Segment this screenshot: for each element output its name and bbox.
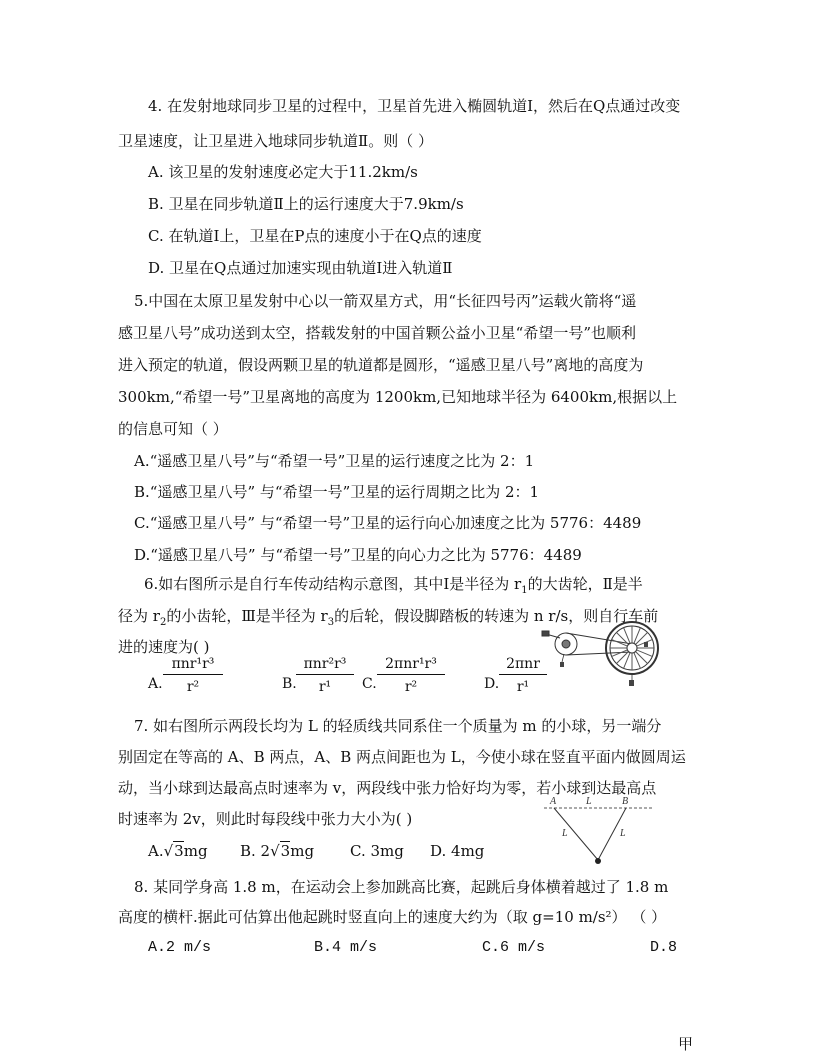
q7-stem-line1: 7. 如右图所示两段长均为 L 的轻质线共同系住一个质量为 m 的小球，另一端分 xyxy=(134,717,662,735)
q7-option-d: D. 4mg xyxy=(430,842,485,860)
gear-marker-1 xyxy=(560,662,564,667)
q4-stem-line2: 卫星速度，让卫星进入地球同步轨道Ⅱ。则（ ） xyxy=(118,132,433,150)
q6-stem-line2: 径为 $r_2$的小齿轮，Ⅲ是半径为 $r_3$的后轮，假设脚踏板的转速为 n r/s，则自行车前 xyxy=(118,607,659,628)
q6-option-a-denominator: r² xyxy=(186,679,200,695)
q6-option-d-numerator: 2πnr xyxy=(499,656,547,675)
string-left xyxy=(554,808,598,860)
q8-option-c: C.6 m/s xyxy=(482,939,546,956)
q6-option-b-fraction xyxy=(296,656,354,695)
q6-option-d-denominator: r¹ xyxy=(516,679,530,695)
length-label-left: L xyxy=(562,828,568,839)
point-b-label: B xyxy=(622,796,629,807)
q6-stem-line3: 进的速度为( ) xyxy=(118,638,210,656)
q4-option-c: C. 在轨道Ⅰ上，卫星在P点的速度小于在Q点的速度 xyxy=(148,227,482,245)
q6-option-a-numerator: πnr¹r³ xyxy=(163,656,223,675)
q5-option-b: B.“遥感卫星八号” 与“希望一号”卫星的运行周期之比为 2：1 xyxy=(134,483,540,501)
q6-option-d-label: D. xyxy=(484,676,500,692)
q8-option-a: A.2 m/s xyxy=(148,939,212,956)
q6-option-c-numerator: 2πnr¹r³ xyxy=(377,656,445,675)
pendulum-string-figure xyxy=(540,790,660,868)
pedal-icon xyxy=(542,631,549,636)
q6-option-a-fraction xyxy=(163,656,223,695)
point-a-label: A xyxy=(550,796,557,807)
q4-stem-line1: 4. 在发射地球同步卫星的过程中，卫星首先进入椭圆轨道Ⅰ，然后在Q点通过改变 xyxy=(148,97,681,115)
q4-option-b: B. 卫星在同步轨道Ⅱ上的运行速度大于7.9km/s xyxy=(148,195,464,213)
gear-marker-3 xyxy=(629,680,634,686)
q6-option-b-denominator: r¹ xyxy=(318,679,332,695)
q5-option-d: D.“遥感卫星八号” 与“希望一号”卫星的向心力之比为 5776：4489 xyxy=(134,546,582,564)
q8-stem-line1: 8. 某同学身高 1.8 m，在运动会上参加跳高比赛，起跳后身体横着越过了 1.8 m xyxy=(134,878,669,896)
gear-marker-2 xyxy=(644,642,648,647)
q5-stem-line1: 5.中国在太原卫星发射中心以一箭双星方式，用“长征四号丙”运载火箭将“遥 xyxy=(134,292,637,310)
q4-option-a: A. 该卫星的发射速度必定大于11.2km/s xyxy=(148,163,418,181)
q5-stem-line3: 进入预定的轨道，假设两颗卫星的轨道都是圆形，“遥感卫星八号”离地的高度为 xyxy=(118,356,644,374)
q6-option-c-denominator: r² xyxy=(404,679,418,695)
length-label-top: L xyxy=(586,796,592,807)
q6-option-a-label: A. xyxy=(148,676,163,692)
q8-stem-line2: 高度的横杆.据此可估算出他起跳时竖直向上的速度大约为（取 g=10 m/s²） （ ） xyxy=(118,908,667,926)
q5-stem-line4: 300km,“希望一号”卫星离地的高度为 1200km,已知地球半径为 6400km,根据以上 xyxy=(118,388,678,406)
q6-option-c-fraction xyxy=(377,656,445,695)
q4-option-d: D. 卫星在Q点通过加速实现由轨道Ⅰ进入轨道Ⅱ xyxy=(148,259,453,277)
q7-option-a: A.√3mg xyxy=(148,842,208,860)
q7-stem-line2: 别固定在等高的 A、B 两点，A、B 两点间距也为 L，今使小球在竖直平面内做圆周运 xyxy=(118,748,686,766)
q8-option-d: D.8 xyxy=(650,939,678,956)
q6-option-b-numerator: πnr²r³ xyxy=(296,656,354,675)
q5-option-a: A.“遥感卫星八号”与“希望一号”卫星的运行速度之比为 2：1 xyxy=(134,452,535,470)
q7-stem-line3: 动，当小球到达最高点时速率为 v，两段线中张力恰好均为零，若小球到达最高点 xyxy=(118,779,657,797)
bicycle-transmission-figure xyxy=(540,616,668,692)
q7-stem-line4: 时速率为 2v，则此时每段线中张力大小为( ) xyxy=(118,810,413,828)
q7-option-c: C. 3mg xyxy=(350,842,404,860)
q6-stem-line1: 6.如右图所示是自行车传动结构示意图，其中Ⅰ是半径为 $r_1$的大齿轮，Ⅱ是半 xyxy=(144,575,643,596)
length-label-right: L xyxy=(620,828,626,839)
q5-option-c: C.“遥感卫星八号” 与“希望一号”卫星的运行向心加速度之比为 5776：4489 xyxy=(134,514,642,532)
ball xyxy=(595,858,601,864)
label-pointer-1 xyxy=(562,654,564,662)
q6-option-c-label: C. xyxy=(362,676,377,692)
q8-option-b: B.4 m/s xyxy=(314,939,378,956)
q7-option-b: B. 2√3mg xyxy=(240,842,315,860)
q5-stem-line5: 的信息可知（ ） xyxy=(118,420,228,438)
footer-mark: 甲 xyxy=(678,1035,694,1053)
q5-stem-line2: 感卫星八号”成功送到太空，搭载发射的中国首颗公益小卫星“希望一号”也顺利 xyxy=(118,324,637,342)
q6-option-b-label: B. xyxy=(282,676,297,692)
big-gear-hub xyxy=(562,640,570,648)
small-gear xyxy=(627,643,637,653)
